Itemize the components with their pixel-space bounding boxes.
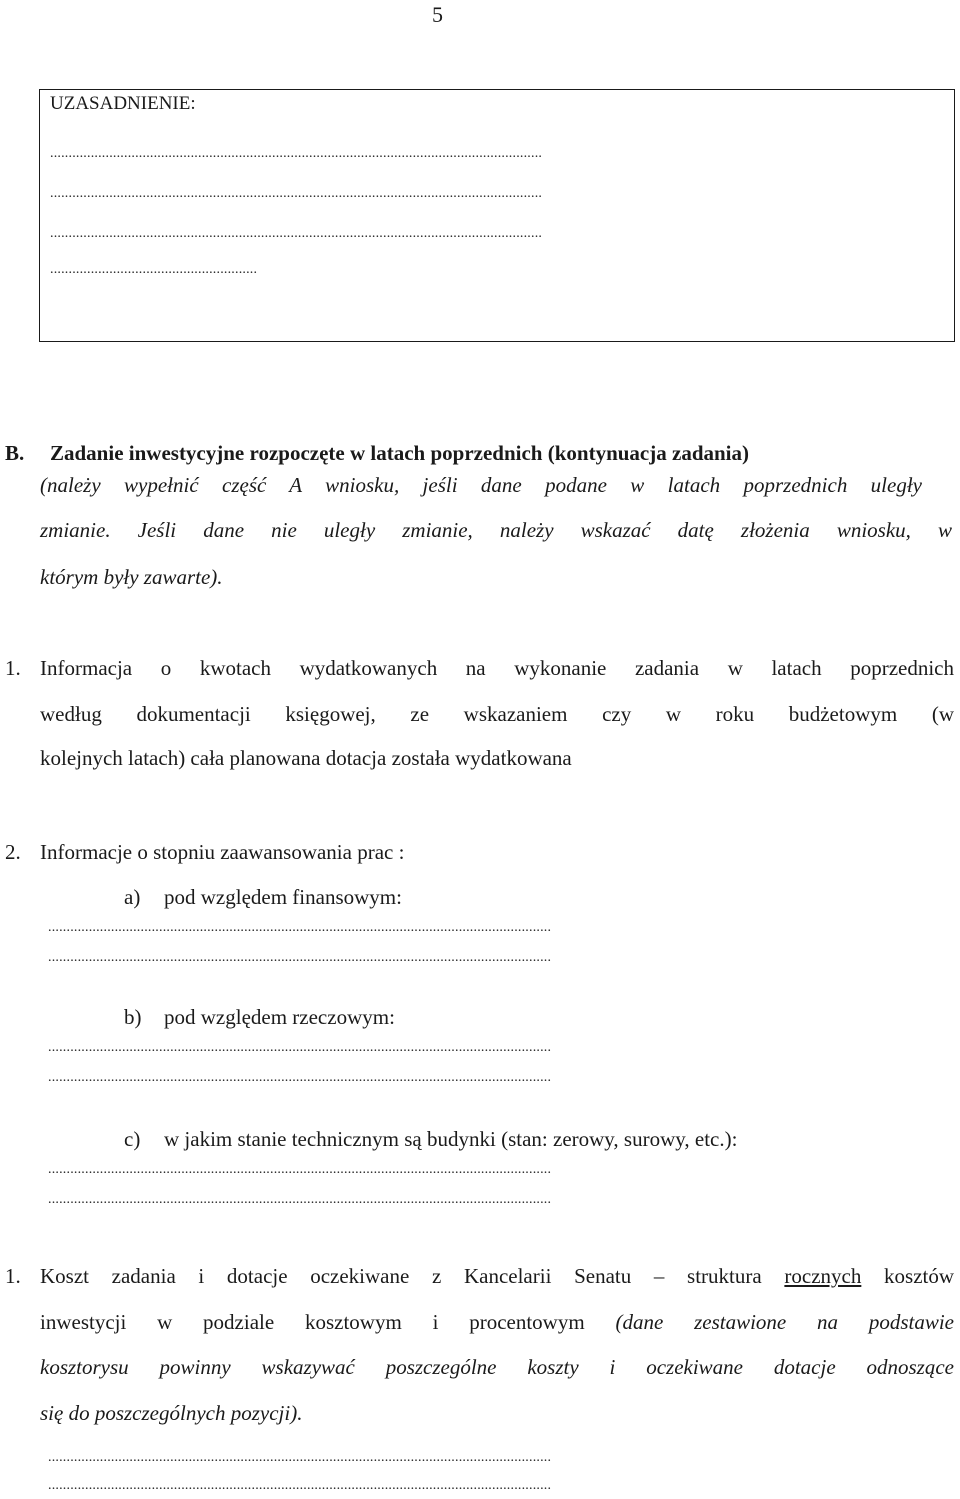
dotted-fill-line[interactable]: ........................................................................................................................................ bbox=[48, 1450, 552, 1465]
justification-box bbox=[39, 89, 955, 342]
sub-a-text: pod względem finansowym: bbox=[164, 885, 402, 909]
item-3-underlined-word: rocznych bbox=[784, 1264, 862, 1288]
sub-c-letter: c) bbox=[124, 1127, 141, 1151]
dotted-fill-line[interactable]: ........................................................................................................................................ bbox=[48, 1478, 552, 1493]
section-b-note-line: zmianie. Jeśli dane nie uległy zmianie, należy wskazać datę złożenia wniosku, w bbox=[40, 518, 952, 542]
justification-dotted-line[interactable]: ..................................................................................................................................... bbox=[50, 226, 543, 241]
item-1-number: 1. bbox=[5, 656, 21, 680]
section-b-note-line: którym były zawarte). bbox=[40, 565, 223, 589]
item-2-title: Informacje o stopniu zaawansowania prac : bbox=[40, 840, 405, 864]
item-1-line: Informacja o kwotach wydatkowanych na wykonanie zadania w latach poprzednich bbox=[40, 656, 954, 680]
item-3-line-2 bbox=[40, 1310, 954, 1335]
justification-dotted-line[interactable]: ..................................................................................................................................... bbox=[50, 186, 543, 201]
item-3-line-2-plain: inwestycji w podziale kosztowym i procentowym bbox=[40, 1310, 585, 1334]
sub-b-letter: b) bbox=[124, 1005, 142, 1029]
section-b-heading: Zadanie inwestycyjne rozpoczęte w latach poprzednich (kontynuacja zadania) bbox=[50, 441, 749, 465]
item-3-line-1 bbox=[40, 1264, 954, 1289]
dotted-fill-line[interactable]: ........................................................................................................................................ bbox=[48, 950, 552, 965]
sub-a-letter: a) bbox=[124, 885, 141, 909]
justification-dotted-line[interactable]: ..................................................................................................................................... bbox=[50, 146, 543, 161]
dotted-fill-line[interactable]: ........................................................................................................................................ bbox=[48, 1192, 552, 1207]
item-3-line-1-start: Koszt zadania i dotacje oczekiwane z Kancelarii Senatu – struktura bbox=[40, 1264, 762, 1288]
dotted-fill-line[interactable]: ........................................................................................................................................ bbox=[48, 1040, 552, 1055]
page-number: 5 bbox=[432, 2, 443, 27]
sub-b-text: pod względem rzeczowym: bbox=[164, 1005, 395, 1029]
justification-dotted-line[interactable]: ........................................................ bbox=[50, 262, 258, 277]
dotted-fill-line[interactable]: ........................................................................................................................................ bbox=[48, 1070, 552, 1085]
item-2-number: 2. bbox=[5, 840, 21, 864]
dotted-fill-line[interactable]: ........................................................................................................................................ bbox=[48, 1162, 552, 1177]
item-1-line: według dokumentacji księgowej, ze wskazaniem czy w roku budżetowym (w bbox=[40, 702, 954, 726]
sub-c-text: w jakim stanie technicznym są budynki (stan: zerowy, surowy, etc.): bbox=[164, 1127, 738, 1151]
item-3-line-1-end: kosztów bbox=[884, 1264, 955, 1288]
item-3-line-2-italic: (dane zestawione na podstawie bbox=[615, 1310, 954, 1334]
dotted-fill-line[interactable]: ........................................................................................................................................ bbox=[48, 920, 552, 935]
item-3-number: 1. bbox=[5, 1264, 21, 1288]
section-b-letter: B. bbox=[5, 441, 25, 465]
item-1-line: kolejnych latach) cała planowana dotacja została wydatkowana bbox=[40, 746, 572, 770]
item-3-italic-line: się do poszczególnych pozycji). bbox=[40, 1401, 303, 1425]
justification-title: UZASADNIENIE: bbox=[50, 93, 196, 114]
section-b-note-line: (należy wypełnić część A wniosku, jeśli dane podane w latach poprzednich uległy bbox=[40, 473, 922, 497]
item-3-italic-line: kosztorysu powinny wskazywać poszczególne koszty i oczekiwane dotacje odnoszące bbox=[40, 1355, 954, 1379]
